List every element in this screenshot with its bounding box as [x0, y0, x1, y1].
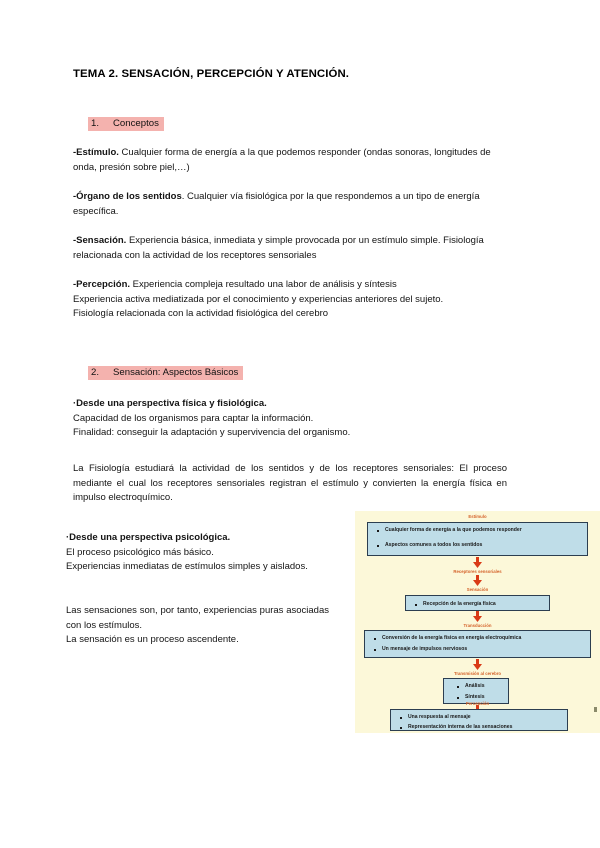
paragraph-perspectiva-psicologica: [66, 531, 329, 575]
text-psicologica-1: El proceso psicológico más básico.: [66, 546, 214, 558]
section-heading-sensacion-aspectos: [88, 366, 243, 380]
diagram-box-item: Representación interna de las sensaciones: [397, 723, 563, 732]
diagram-box-recepcion: [405, 595, 550, 611]
section-heading-conceptos: [88, 117, 164, 131]
paragraph-organo: [73, 190, 507, 219]
diagram-label-sensacion: Sensación: [466, 586, 489, 593]
paragraph-estimulo: [73, 146, 507, 175]
diagram-arrow-down-icon: [473, 557, 482, 568]
sensation-process-diagram: [355, 511, 600, 733]
term-estimulo: -Estímulo.: [73, 147, 119, 158]
text-sensacion: Experiencia básica, inmediata y simple provocada por un estímulo simple. Fisiología relacionada con la actividad de los receptores sensoriales: [73, 235, 484, 261]
heading-perspectiva-psicologica: ·Desde una perspectiva psicológica.: [66, 532, 231, 543]
diagram-label-receptores: Receptores sensoriales: [453, 568, 502, 575]
text-organo: . Cualquier vía fisiológica por la que respondemos a un tipo de energía específica.: [73, 191, 480, 217]
section-number: 2.: [91, 367, 100, 378]
diagram-box-conversion: [364, 630, 591, 658]
diagram-box-item: Conversión de la energía física en energía electroquímica: [371, 634, 586, 643]
diagram-box-item: Cualquier forma de energía a la que podemos responder: [374, 526, 583, 535]
text-sensaciones-1: Las sensaciones son, por tanto, experiencias puras asociadas con los estímulos.: [66, 605, 329, 631]
paragraph-percepcion: [73, 278, 507, 322]
diagram-box-item: Recepción de la energía física: [412, 600, 545, 609]
paragraph-sensacion: [73, 234, 507, 263]
diagram-box-item: Síntesis: [454, 693, 504, 702]
diagram-arrow-down-icon: [473, 575, 482, 586]
text-psicologica-2: Experiencias inmediatas de estímulos simples y aislados.: [66, 561, 308, 573]
section-label: Sensación: Aspectos Básicos: [113, 367, 239, 378]
diagram-box-respuesta: [390, 709, 568, 731]
diagram-label-percepcion: Percepción: [465, 700, 490, 707]
diagram-arrow-down-icon: [473, 659, 482, 670]
text-sensaciones-2: La sensación es un proceso ascendente.: [66, 634, 239, 645]
page-title: TEMA 2. SENSACIÓN, PERCEPCIÓN Y ATENCIÓN.: [73, 68, 350, 80]
text-fisica-2: Finalidad: conseguir la adaptación y supervivencia del organismo.: [73, 427, 351, 439]
section-label: Conceptos: [113, 118, 159, 129]
diagram-box-estimulo: [367, 522, 588, 556]
diagram-label-transmision: Transmisión al cerebro: [453, 670, 502, 677]
diagram-box-item: Una respuesta al mensaje: [397, 713, 563, 722]
term-percepcion: -Percepción.: [73, 279, 131, 290]
text-percepcion-3: Fisiología relacionada con la actividad fisiológica del cerebro: [73, 308, 329, 320]
diagram-label-estimulo: Estímulo: [468, 513, 487, 520]
section-number: 1.: [91, 118, 100, 129]
paragraph-sensaciones-puras: [66, 604, 329, 633]
paragraph-proceso-ascendente: [66, 633, 329, 648]
paragraph-perspectiva-fisica: [73, 397, 507, 441]
diagram-label-transduccion: Transducción: [463, 622, 492, 629]
text-fisica-1: Capacidad de los organismos para captar la información.: [73, 412, 314, 424]
percepcion-line-1: [73, 279, 397, 290]
diagram-box-item: Aspectos comunes a todos los sentidos: [374, 541, 583, 550]
text-percepcion-2: Experiencia activa mediatizada por el conocimiento y experiencias anteriores del sujeto.: [73, 293, 444, 305]
term-sensacion: -Sensación.: [73, 235, 127, 246]
text-estimulo: Cualquier forma de energía a la que podemos responder (ondas sonoras, longitudes de onda, presión sobre piel,…): [73, 147, 491, 173]
diagram-box-item: Análisis: [454, 682, 504, 691]
text-percepcion-1: Experiencia compleja resultado una labor de análisis y síntesis: [130, 279, 397, 290]
diagram-box-item: Un mensaje de impulsos nerviosos: [371, 645, 586, 654]
paragraph-fisiologia: La Fisiología estudiará la actividad de los sentidos y de los receptores sensoriales: El proceso mediante el cual los receptores sensoriales registran el estímulo y convierten la energía física en impulso electroquímico.: [73, 463, 507, 504]
diagram-arrow-down-icon: [473, 611, 482, 622]
term-organo: -Órgano de los sentidos: [73, 191, 182, 202]
diagram-edge-mark: [594, 707, 597, 712]
heading-perspectiva-fisica: ·Desde una perspectiva física y fisiológica.: [73, 398, 267, 409]
